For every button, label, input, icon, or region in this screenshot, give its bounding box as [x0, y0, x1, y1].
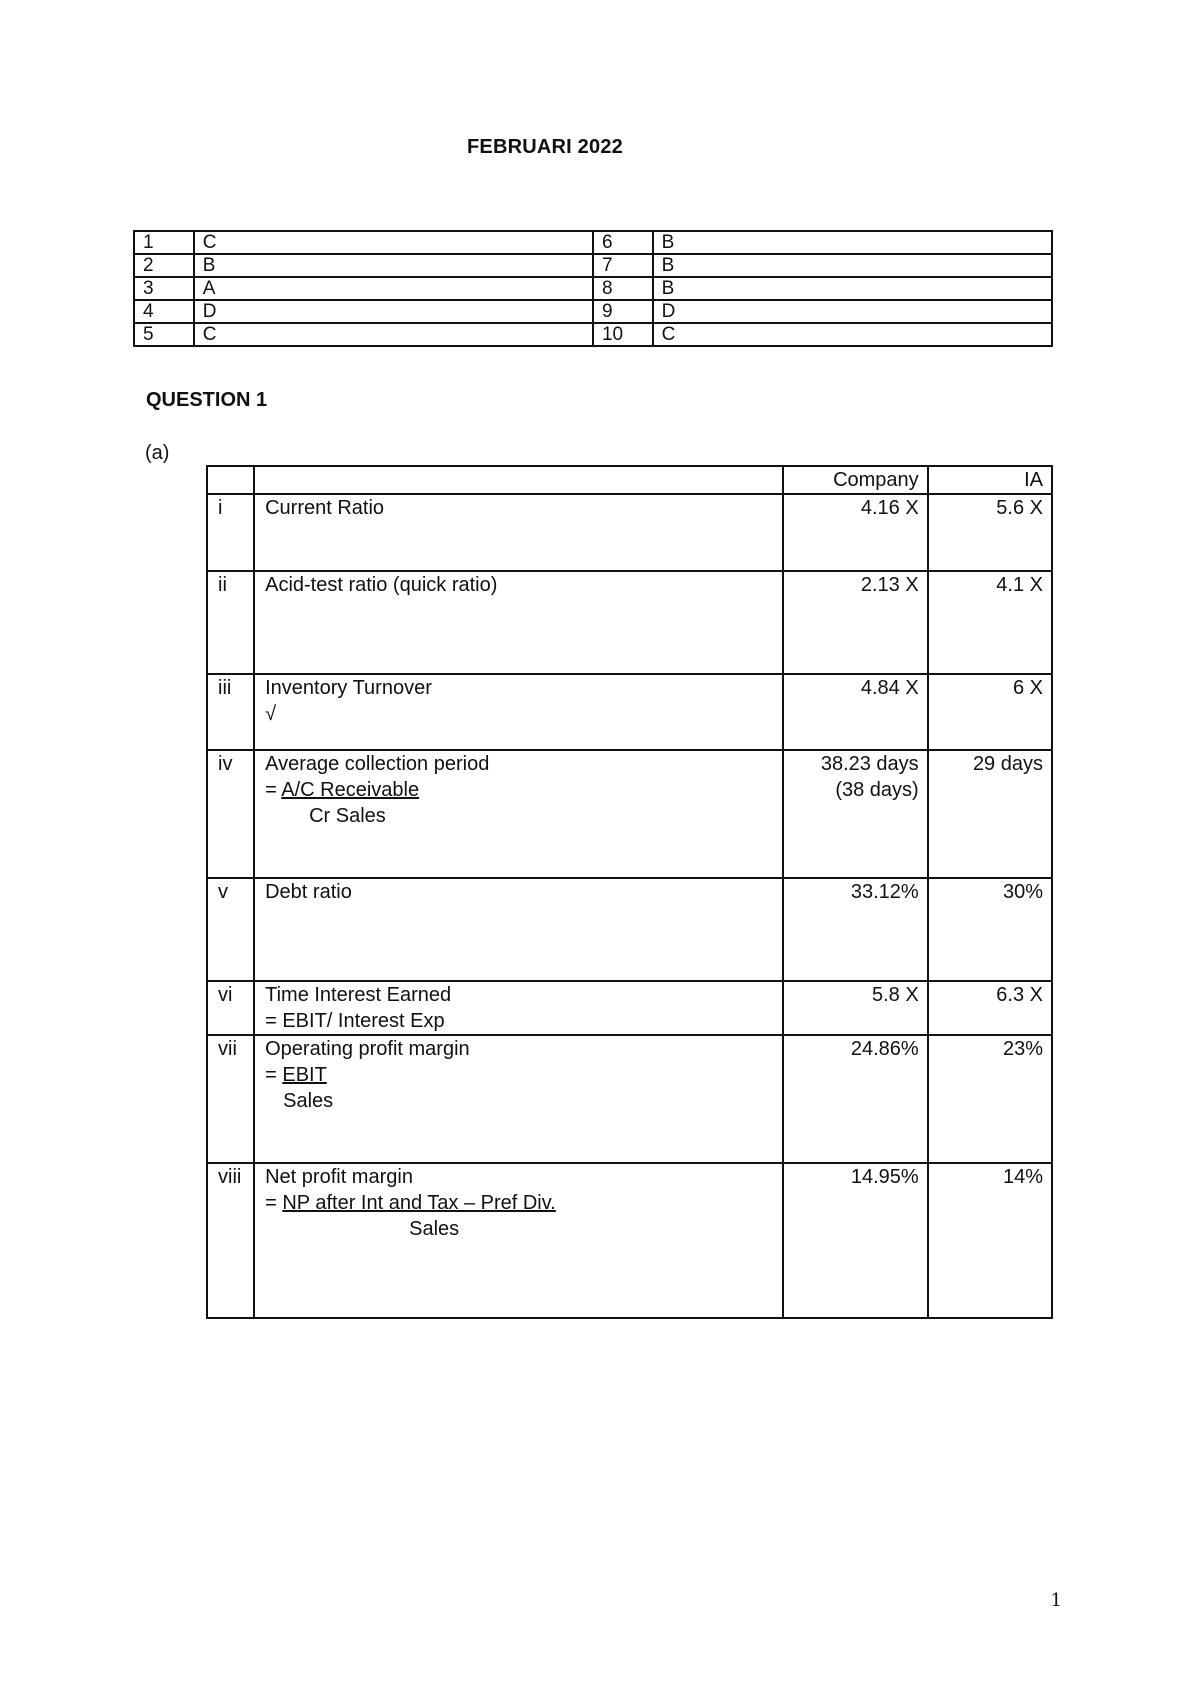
answer-cell: B — [653, 231, 1052, 254]
formula-prefix: = — [265, 779, 282, 801]
company-value: 24.86% — [783, 1035, 927, 1163]
question-heading: QUESTION 1 — [146, 389, 268, 411]
question-number: 9 — [593, 300, 653, 323]
page-title: FEBRUARI 2022 — [467, 136, 623, 158]
ratio-table — [206, 465, 1053, 1319]
ratio-label — [254, 750, 783, 878]
ia-value: 23% — [928, 1035, 1052, 1163]
formula-numerator: NP after Int and Tax – Pref Div. — [282, 1192, 556, 1214]
company-value: 2.13 X — [783, 571, 927, 674]
question-number: 7 — [593, 254, 653, 277]
formula-numerator: EBIT — [282, 1064, 327, 1086]
row-number: viii — [207, 1163, 254, 1318]
formula-prefix: = — [265, 1064, 283, 1086]
table-row — [207, 878, 1052, 981]
formula-denominator: Sales — [283, 1090, 334, 1112]
row-number: i — [207, 494, 254, 571]
question-number: 2 — [134, 254, 194, 277]
row-number: vi — [207, 981, 254, 1035]
question-number: 1 — [134, 231, 194, 254]
answer-cell: D — [653, 300, 1052, 323]
ratio-name: Debt ratio — [265, 881, 352, 903]
ratio-name: Inventory Turnover — [265, 677, 432, 699]
table-row — [207, 981, 1052, 1035]
table-row — [134, 254, 1052, 277]
answer-cell: B — [653, 277, 1052, 300]
table-row — [134, 300, 1052, 323]
header-blank — [254, 466, 783, 494]
ratio-label — [254, 674, 783, 750]
table-header-row — [207, 466, 1052, 494]
ratio-name: Average collection period — [265, 753, 490, 775]
table-row — [207, 674, 1052, 750]
question-number: 10 — [593, 323, 653, 346]
ratio-label — [254, 1035, 783, 1163]
company-value: 4.16 X — [783, 494, 927, 571]
table-row — [134, 277, 1052, 300]
formula-numerator-line — [265, 1062, 782, 1088]
ratio-name: Acid-test ratio (quick ratio) — [265, 574, 498, 596]
answer-cell: B — [653, 254, 1052, 277]
answer-cell: C — [653, 323, 1052, 346]
row-number: vii — [207, 1035, 254, 1163]
question-part-label: (a) — [145, 442, 170, 464]
formula-numerator-line — [265, 1190, 782, 1216]
answer-cell: B — [194, 254, 593, 277]
answer-cell: D — [194, 300, 593, 323]
ia-value: 30% — [928, 878, 1052, 981]
ratio-label — [254, 571, 783, 674]
company-value-primary: 38.23 days — [820, 753, 919, 775]
formula-numerator-line — [265, 777, 782, 803]
ratio-name: Net profit margin — [265, 1166, 413, 1188]
table-row — [207, 1035, 1052, 1163]
answer-cell: A — [194, 277, 593, 300]
row-number: ii — [207, 571, 254, 674]
company-value-rounded: (38 days) — [835, 779, 919, 801]
question-number: 3 — [134, 277, 194, 300]
row-number: v — [207, 878, 254, 981]
check-mark: √ — [265, 703, 277, 725]
ratio-name: Current Ratio — [265, 497, 385, 519]
company-value: 14.95% — [783, 1163, 927, 1318]
ratio-label — [254, 1163, 783, 1318]
company-value: 5.8 X — [783, 981, 927, 1035]
table-row — [207, 494, 1052, 571]
table-row — [207, 571, 1052, 674]
question-number: 8 — [593, 277, 653, 300]
table-row — [134, 323, 1052, 346]
formula-denominator: Sales — [409, 1218, 460, 1240]
question-number: 5 — [134, 323, 194, 346]
ia-value: 6.3 X — [928, 981, 1052, 1035]
ia-value: 4.1 X — [928, 571, 1052, 674]
column-header-company: Company — [783, 466, 927, 494]
ratio-label — [254, 981, 783, 1035]
ia-value: 5.6 X — [928, 494, 1052, 571]
ia-value: 14% — [928, 1163, 1052, 1318]
formula-numerator: A/C Receivable — [281, 779, 420, 801]
column-header-ia: IA — [928, 466, 1052, 494]
formula-denominator: Cr Sales — [309, 805, 386, 827]
answer-key-table — [133, 230, 1053, 347]
formula-prefix: = — [265, 1192, 283, 1214]
company-value — [783, 750, 927, 878]
table-row — [207, 750, 1052, 878]
ratio-name: Time Interest Earned — [265, 984, 452, 1006]
question-number: 4 — [134, 300, 194, 323]
table-row — [134, 231, 1052, 254]
answer-cell: C — [194, 231, 593, 254]
ia-value: 6 X — [928, 674, 1052, 750]
ratio-label — [254, 878, 783, 981]
company-value: 33.12% — [783, 878, 927, 981]
ia-value: 29 days — [928, 750, 1052, 878]
company-value: 4.84 X — [783, 674, 927, 750]
answer-cell: C — [194, 323, 593, 346]
ratio-name: Operating profit margin — [265, 1038, 470, 1060]
page-number: 1 — [1050, 1590, 1062, 1611]
header-blank — [207, 466, 254, 494]
table-row — [207, 1163, 1052, 1318]
ratio-label — [254, 494, 783, 571]
row-number: iv — [207, 750, 254, 878]
row-number: iii — [207, 674, 254, 750]
formula: = EBIT/ Interest Exp — [265, 1010, 445, 1032]
question-number: 6 — [593, 231, 653, 254]
